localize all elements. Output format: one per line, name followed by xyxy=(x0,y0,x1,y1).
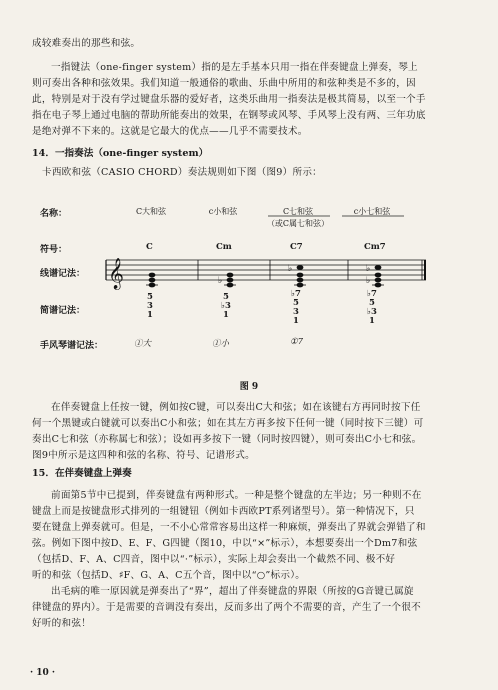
text-line: 在伴奏键盘上任按一键，例如按C键，可以奏出C大和弦；如在该键右方再同时按下任 xyxy=(51,402,421,413)
row-label-symbol: 符号： xyxy=(40,245,68,255)
text-line: 此，特别是对于没有学过键盘乐器的爱好者，这类乐曲用一指奏法是极其简易，以至一个手 xyxy=(32,94,426,105)
text-line: 一指键法（one-finger system）指的是左手基本只用一指在伴奏键盘上弹奏，琴上 xyxy=(51,62,418,73)
jianpu-note: ♭7 xyxy=(291,289,301,299)
jianpu-note: 1 xyxy=(293,316,299,326)
chord-name-c-seventh-alt: （或C属七和弦） xyxy=(266,219,330,228)
staff-notation xyxy=(38,200,468,300)
page-number: · 10 · xyxy=(30,668,56,678)
jianpu-note: ♭3 xyxy=(367,307,377,317)
jianpu-note: 3 xyxy=(293,307,299,317)
chord-notes-c7 xyxy=(288,264,306,287)
text-line: 卡西欧和弦（CASIO CHORD）奏法规则如下图（图9）所示： xyxy=(42,167,323,178)
accordion-c-seventh: ①7 xyxy=(290,337,304,347)
text-line: 好听的和弦！ xyxy=(32,618,92,629)
text-paragraph-continued xyxy=(32,36,470,52)
text-line: 前面第5节中已提到，伴奏键盘有两种形式。一种是整个键盘的左半边；另一种则不在 xyxy=(51,490,422,501)
text-line: 要在键盘上弹奏就可。但是，一不小心常常容易出这样一种麻烦，弹奏出了界就会弹错了和 xyxy=(32,522,426,533)
jianpu-note: 1 xyxy=(223,310,229,320)
chord-symbol-cm: Cm xyxy=(216,242,232,252)
text-line: 则可奏出各种和弦效果。我们知道一般通俗的歌曲、乐曲中所用的和弦种类是不多的，因 xyxy=(32,78,416,89)
text-paragraph-accompaniment xyxy=(32,488,470,632)
jianpu-note: ♭7 xyxy=(367,289,377,299)
text-line: 何一个黑键或白键就可以奏出C小和弦；如在其左方再多按下任何一键（同时按下三键）可 xyxy=(32,418,424,429)
accordion-c-major: ①大 xyxy=(134,339,152,349)
jianpu-note: ♭3 xyxy=(221,301,231,311)
text-line: 弦。例如下图中按D、E、F、G四键（图10，中以“×”标示），本想要奏出一个Dm7和弦 xyxy=(32,538,418,549)
jianpu-c xyxy=(140,293,160,320)
text-line: 是绝对弹不下来的。这就是它最大的优点——几乎不需要技术。 xyxy=(32,126,308,137)
jianpu-note: 1 xyxy=(369,316,375,326)
jianpu-cm7 xyxy=(360,290,384,326)
svg-text:♭: ♭ xyxy=(288,264,293,274)
chord-symbol-c: C xyxy=(146,242,153,252)
figure-9-chord-chart xyxy=(38,200,468,370)
treble-clef-icon: 𝄞 xyxy=(108,258,124,289)
chord-name-c-minor-seventh: c小七和弦 xyxy=(353,207,391,216)
accordion-c-minor: ①小 xyxy=(212,339,230,349)
figure-caption: 图 9 xyxy=(239,382,259,392)
text-line: 成较难奏出的那些和弦。 xyxy=(32,38,141,49)
svg-text:♭: ♭ xyxy=(218,276,223,286)
jianpu-note: 5 xyxy=(369,298,375,308)
text-line: 律键盘的界内）。于是需要的音调没有奏出，反而多出了两个不需要的音，产生了一个很不 xyxy=(32,602,421,613)
text-paragraph-one-finger xyxy=(32,60,470,140)
text-line: 奏出C七和弦（亦称属七和弦）；设如再多按下一键（同时按四键），则可奏出C小七和弦。 xyxy=(32,434,422,445)
chord-symbol-c7: C7 xyxy=(290,242,303,252)
section-heading-15: 15．在伴奏键盘上弹奏 xyxy=(32,468,132,479)
jianpu-cm xyxy=(214,293,238,320)
chord-name-c-minor: c小和弦 xyxy=(208,207,238,216)
chord-name-c-seventh: C七和弦 xyxy=(282,207,314,216)
text-line: 出毛病的唯一原因就是弹奏出了“界”，超出了伴奏键盘的界限（所按的G音键已属旋 xyxy=(51,586,414,597)
row-label-staff: 线谱记法： xyxy=(40,269,86,279)
svg-text:♭: ♭ xyxy=(366,264,371,274)
text-line: （包括D、F、A、C四音，图中以“·”标示），实际上却会奏出一个截然不同、极不好 xyxy=(32,554,396,565)
text-line: 听的和弦（包括D、♯F、G、A、C五个音，图中以“○”标示）。 xyxy=(32,570,306,581)
jianpu-note: 1 xyxy=(147,310,153,320)
text-paragraph-casio-chord xyxy=(32,165,470,181)
section-heading-14: 14．一指奏法（one-finger system） xyxy=(32,148,209,159)
row-label-name: 名称： xyxy=(40,209,68,219)
text-line: 图9中所示是这四种和弦的名称、符号、记谱形式。 xyxy=(32,450,255,461)
svg-text:♭: ♭ xyxy=(366,276,371,286)
jianpu-note: 5 xyxy=(223,292,229,302)
row-label-accordion: 手风琴谱记法： xyxy=(40,341,104,351)
chord-symbol-cm7: Cm7 xyxy=(364,242,386,252)
jianpu-c7 xyxy=(284,290,308,326)
row-label-jianpu: 简谱记法： xyxy=(40,306,86,316)
jianpu-note: 5 xyxy=(147,292,153,302)
chord-name-c-major: C大和弦 xyxy=(135,207,167,216)
text-line: 键盘上而是按键盘形式排列的一组键钮（例如卡西欧PT系列诸型号）。第一种情况下，只 xyxy=(32,506,415,517)
text-line: 指在电子琴上通过电脑的帮助所能奏出的效果，在钢琴或风琴、手风琴上没有两、三年功底 xyxy=(32,110,426,121)
text-paragraph-explanation xyxy=(32,400,470,464)
jianpu-note: 3 xyxy=(147,301,153,311)
chord-notes-cm7 xyxy=(366,264,384,287)
jianpu-note: 5 xyxy=(293,298,299,308)
